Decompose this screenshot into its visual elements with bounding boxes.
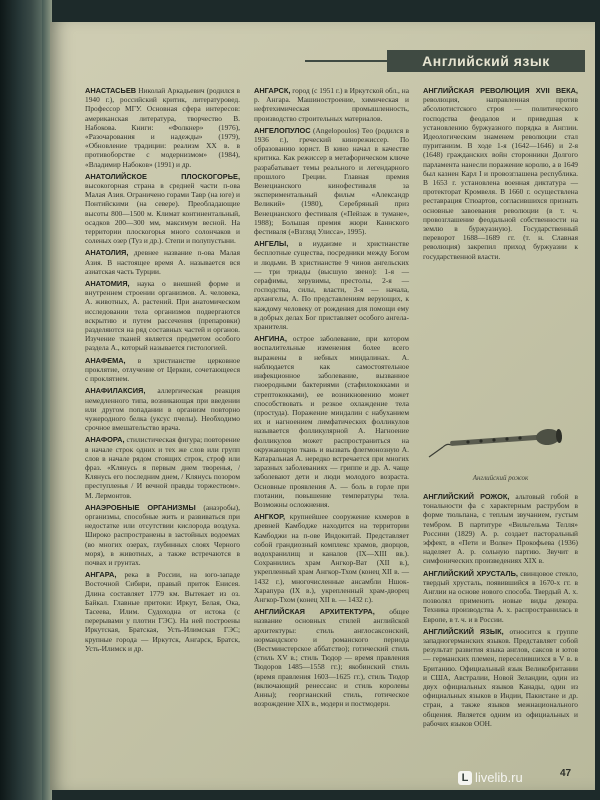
dictionary-entry (254, 86, 409, 123)
entry-text: острое заболевание, при котором воспалительные изменения более всего выражены в небных миндалинах. А. наблюдается как самостоятельное инфекционное заболевание, вызванное гноеродными бактериями (стафилококками и стрептококками), ее возникновению может способствовать и резкое охлаждение тела (простуда). Поражение миндалин с набуханием их и нагноением лимфатических фолликулов называется фолликулярной А. Нагноение фолликулов может распространиться на окружающую ткань и вызвать флегмонозную А. Катаральная А. нередко встречается при многих заразных заболеваниях — гриппе и др. А. чаще заболевают дети и люди молодого возраста. Основные проявления А. — боль в горле при глотании, повышение температуры тела. Возможны осложнения. (254, 334, 409, 509)
column-2 (254, 86, 409, 711)
dictionary-entry (85, 570, 240, 653)
entry-headword: АНГЛИЙСКИЙ ХРУСТАЛЬ, (423, 568, 518, 578)
dictionary-entry (254, 334, 409, 509)
dictionary-entry (423, 627, 578, 728)
dictionary-entry (85, 86, 240, 169)
watermark-text: livelib.ru (475, 770, 523, 785)
entry-headword: АНГЕЛЫ, (254, 239, 289, 249)
entry-text: (анаэробы), организмы, способные жить и развиваться при недостатке или отсутствии кислорода воздуха. Широко распространены в застойных водоемах (во многих озерах, глубинных слоях Черного моря), в животных, а также встречаются в почвах и грунтах. (85, 502, 240, 567)
entry-text: общее название основных стилей английской архитектуры: стиль англосаксонский, нормандского и романского периода (Вестминстерское аббатство); готический стиль (стиль XV в.; стиль Тюдор — время правления Тюдоров 1485—1558 гг.); якобинский стиль (время правления 1603—1625 гг.), стиль Тюдор (включающий ренессанс и стиль королевы Анны); георгианский стиль, готическое возрождение XIX в., модерн и постмодерн. (254, 607, 409, 709)
entry-text: Николай Аркадьевич (родился в 1940 г.), российский критик, литературовед. Профессор МГУ. Основная сфера интересов: американская литература, творчество В. Набокова. Книги: «Фолкнер» (1976), «Разочарования и надежды» (1979), «Обновление традиции: реализм XX в. в противоборстве с модернизмом» (1984), «Владимир Набоков» (1991) и др. (85, 86, 240, 169)
entry-headword: АНГЛИЙСКАЯ РЕВОЛЮЦИЯ XVII ВЕКА, (423, 86, 578, 95)
entry-headword: АНГЛИЙСКИЙ ЯЗЫК, (423, 626, 504, 636)
watermark (458, 770, 523, 785)
entry-text: город (с 1951 г.) в Иркутской обл., на р. Ангара. Машиностроение, химическая и нефтехимическая промышленность, производство строительных материалов. (254, 86, 409, 123)
entry-text: древнее название п-ова Малая Азия. В настоящее время А. называется вся азиатская часть Турции. (85, 248, 240, 276)
entry-headword: АНАТОЛИЙСКОЕ ПЛОСКОГОРЬЕ, (85, 171, 240, 181)
entry-text: свинцовое стекло, твердый хрусталь, появившийся в 1670-х гг. в Англии на основе нового способа. Твердый А. х. позволял применить новые виды декора. Техника производства А. х. распространилась в Европе, в т. ч. и в России. (423, 568, 578, 624)
entry-headword: АНАТОМИЯ, (85, 279, 130, 289)
dictionary-entry (423, 569, 578, 624)
dictionary-entry (85, 503, 240, 567)
dictionary-entry (254, 239, 409, 331)
entry-headword: АНАТОЛИЯ, (85, 248, 129, 258)
entry-text: крупнейшее сооружение кхмеров в древней Камбодже находится на территории Камбоджи на п-ове Индокитай. Представляет собой грандиозный комплекс храмов, дворцов, водохранилищ и каналов (IX—XIII вв.). Сохранились храм Ангкор-Ват (XII в.), укрепленный храм Ангкор-Тхом (конец XII в. — 1432 г.), многочисленные ансамбли Ншок-Харапура (IX в.), укрепленный храм-дворец Ангкор-Тхом (конец XII в. — 1432 г.). (254, 512, 409, 604)
entry-headword: АНГЛИЙСКИЙ РОЖОК, (423, 492, 510, 501)
entry-headword: АНАЭРОБНЫЕ ОРГАНИЗМЫ (85, 502, 196, 512)
running-header: Английский язык (387, 50, 585, 72)
dictionary-entry (254, 607, 409, 708)
column-3 (423, 86, 578, 264)
entry-headword: АНГИНА, (254, 334, 287, 344)
entry-text: в христианстве церковное проклятие, отлучение от Церкви, сочетающееся с проклятием. (85, 355, 240, 384)
dictionary-entry (85, 248, 240, 276)
entry-text: аллергическая реакция немедленного типа, возникающая при введении или другом попадании в организм повторно чужеродного белка (уксус пчелы). Необходимо срочное вмешательство врача. (85, 386, 240, 433)
entry-headword: АНАФОРА, (85, 435, 125, 445)
entry-headword: АНАСТАСЬЕВ (85, 86, 137, 95)
entry-headword: АНАФЕМА, (85, 355, 126, 365)
entry-text: река в России, на юго-западе Восточной Сибири, правый приток Енисея. Длина составляет 1779 км. Вытекает из оз. Байкал. Главные притоки: Иркут, Белая, Ока, Тасеева, Илим. Судоходна от истока (с перерывами у плотин ГЭС). На ней построены Иркутская, Братская, Усть-Илимская ГЭС; крупные города — Иркутск, Ангарск, Братск, Усть-Илимск и др. (85, 570, 240, 653)
entry-text: стилистическая фигура; повторение в начале строк одних и тех же слов или групп слов в начале рядом стоящих строк, строф или фраз. «Клянусь я первым днем творенья, /Клянусь его последним днем, / Клянусь позором преступленья / И вечной правды торжеством». М. Лермонтов. (85, 435, 240, 500)
dictionary-entry (85, 386, 240, 432)
column-1 (85, 86, 240, 656)
entry-headword: АНГЛИЙСКАЯ АРХИТЕКТУРА, (254, 607, 375, 617)
dictionary-entry (85, 435, 240, 499)
page-number: 47 (560, 768, 572, 779)
book-binding (0, 0, 42, 800)
column-3-continued (423, 492, 578, 731)
dictionary-entry (254, 512, 409, 604)
entry-headword: АНГЕЛОПУЛОС (254, 125, 311, 135)
book-page (50, 22, 595, 790)
entry-text: альтовый гобой в тональности фа с характерным раструбом в форме тюльпана, с теплым звучанием, густым тембром. В партитуре «Вильгельма Телля» Россини (1829) А. р. создает пасторальный эффект, в «Пети и Волке» Прокофьева (1936) наделяет А. р. сольную партию. Звучит в симфонических произведениях XIX в. (423, 492, 578, 566)
entry-headword: АНАФИЛАКСИЯ, (85, 386, 146, 396)
entry-text: революция, направленная против абсолютистского строя — политического господства феодалов и приведшая к установлению буржуазного порядка в Англии. Идеологическим знаменем революции стал пуританизм. В ходе 1-я (1642—1646) и 2-я (1648) гражданских войн сторонники Долгого парламента нанесли поражение королю, а в 1649 был казнен Карл I и провозглашена республика. В 1653 г. установлена военная диктатура — протекторат Кромвеля. В 1660 г. осуществлена реставрация Стюартов, согласившихся признать основные завоевания революции (в т. ч. провозглашение феодальной собственности на землю в буржуазную). Государственный переворот 1688—1689 гг. (т. н. Славная революция) закрепил приход буржуазии к государственной власти. (423, 95, 578, 261)
dictionary-entry (85, 172, 240, 246)
livelib-icon: L (458, 771, 472, 785)
entry-headword: АНГКОР, (254, 512, 286, 522)
dictionary-entry (85, 279, 240, 353)
entry-headword: АНГАРА, (85, 570, 117, 580)
dictionary-entry (423, 86, 578, 261)
entry-text: относится к группе западногерманских языков. Представляет собой результат развития языка англов, саксов и ютов — германских племен, переселившихся в V в. в Британию. Официальный язык Великобритании и США, Австралии, Новой Зеландии, один из двух официальных языков Канады, один из официальных языков в Индии, Пакистане и др. стран, а также языков межнационального общения. Является одним из официальных и рабочих языков ООН. (423, 626, 578, 728)
illustration-caption: Английский рожок (472, 474, 529, 482)
entry-text: наука о внешней форме и внутреннем строении организмов. А. человека, А. животных, А. растений. При анатомическом исследовании тела организмов подвергаются вскрытию и путем рассечения (препаровки) разделяются на ряд составных частей и органов. Изучение тканей является предметом особого раздела А., который называется гистологией. (85, 279, 240, 353)
dictionary-entry (85, 356, 240, 384)
dictionary-entry (423, 492, 578, 566)
dictionary-entry (254, 126, 409, 236)
entry-text: (Angelopoulos) Тео (родился в 1936 г.), греческий кинорежиссер. По образованию юрист. В кино начал в качестве критика. Как режиссер в метафорическом ключе разрабатывает темы реального и легендарного прошлого Греции. Главная премия Венецианского кинофестиваля за экспериментальный фильм «Александр Великий» (1980), Серебряный приз Венецианского фестиваля («Пейзаж в тумане», 1988); Большая премия жюри Каннского фестиваля («Взгляд Улисса», 1995). (254, 125, 409, 237)
english-horn-illustration (423, 417, 578, 475)
entry-text: высокогорная страна в средней части п-ова Малая Азия. Ограничено горами Тавр (на юге) и Понтийскими (на севере). Преобладающие высоты 800—1500 м. Климат континентальный, осадков 200—300 мм, максимум весной. На территории плоскогорья много солончаков и соленых озер (Туз и др.). Степи и полупустыни. (85, 181, 240, 246)
entry-headword: АНГАРСК, (254, 86, 291, 95)
entry-text: в иудаизме и христианстве бесплотные существа, посредники между Богом и людьми. В христианстве 9 чинов ангельских — три триады (высшую звено): 1-я — серафимы, херувимы, престолы, 2-я — господства, силы, власти, 3-я — начала, архангелы, А. По представлениям верующих, к каждому человеку от рождения для помощи ему в добрых делах Бог приставляет особого ангела-хранителя. (254, 239, 409, 332)
header-rule (305, 60, 387, 62)
